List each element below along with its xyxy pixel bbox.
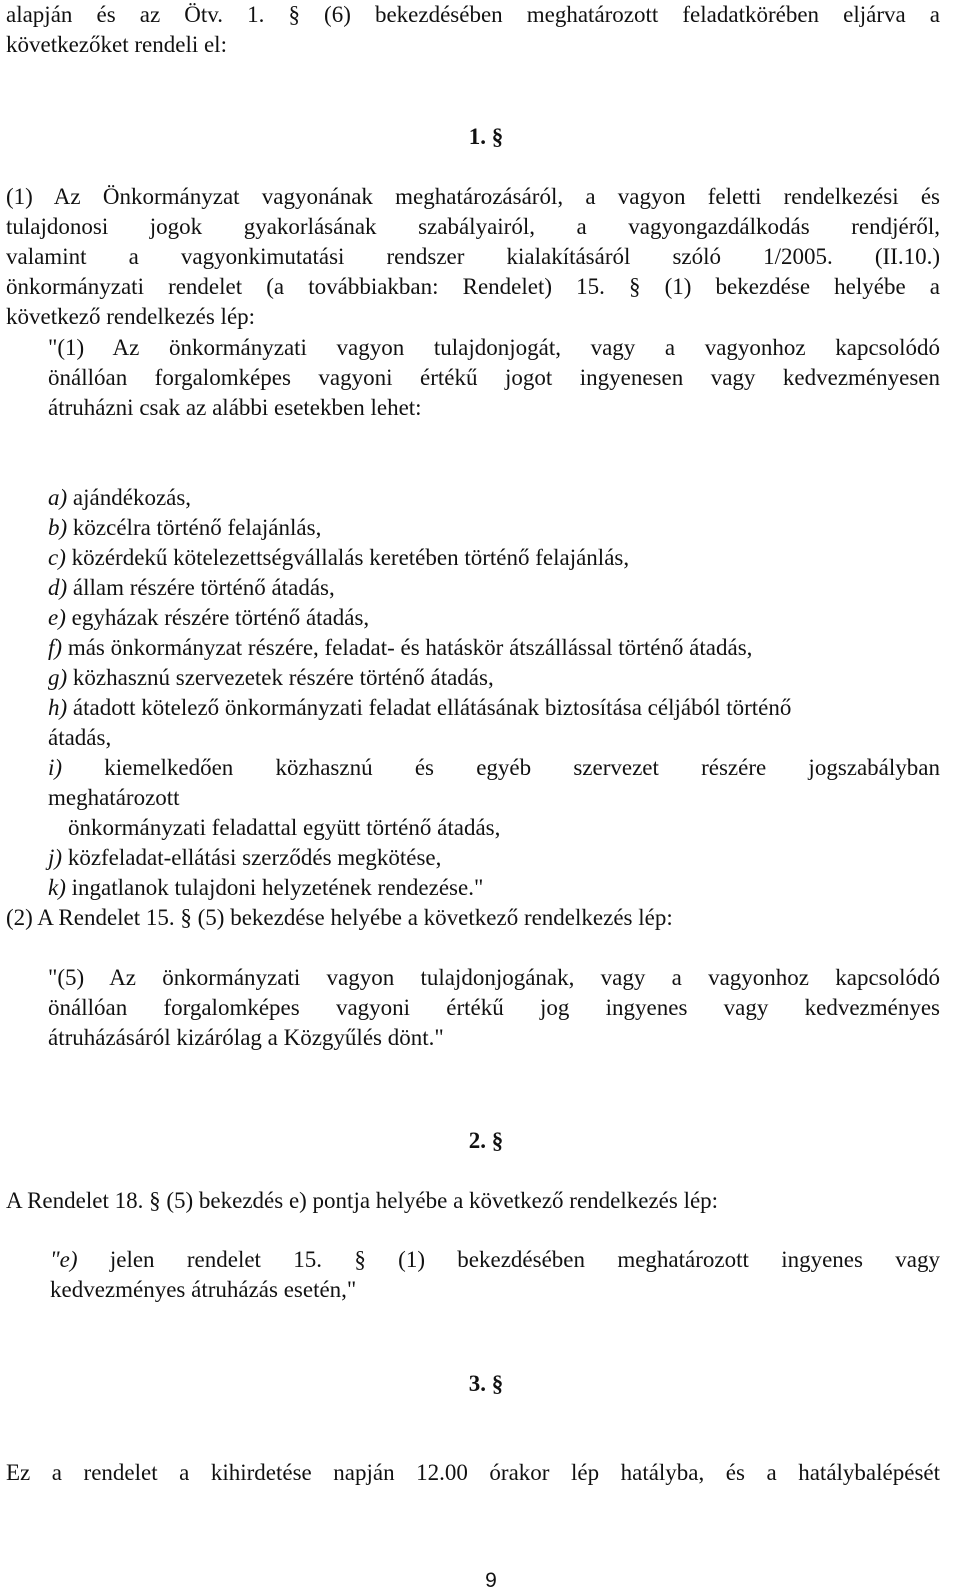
list-label: a) bbox=[48, 485, 68, 510]
quote-line: átruházni csak az alábbi esetekben lehet: bbox=[48, 395, 422, 420]
list-label: c) bbox=[48, 545, 66, 570]
list-label: f) bbox=[48, 635, 63, 660]
intro-line: alapján és az Ötv. 1. § (6) bekezdésében meghatározott feladatkörében eljárva a bbox=[6, 2, 940, 27]
quoted-provision-2 bbox=[48, 963, 940, 1053]
list-label: d) bbox=[48, 575, 68, 600]
section2-quote bbox=[50, 1245, 940, 1305]
list-label: j) bbox=[48, 845, 63, 870]
section1-paragraph-1 bbox=[6, 182, 940, 332]
list-item: j) közfeladat-ellátási szerződés megkötése, bbox=[48, 845, 442, 870]
paragraph-line: önkormányzati rendelet (a továbbiakban: Rendelet) 15. § (1) bekezdése helyébe a bbox=[6, 274, 940, 299]
quote-line: átruházásáról kizárólag a Közgyűlés dönt." bbox=[48, 1025, 444, 1050]
list-item: b) közcélra történő felajánlás, bbox=[48, 515, 322, 540]
quote-line: "(5) Az önkormányzati vagyon tulajdonjogának, vagy a vagyonhoz kapcsolódó bbox=[48, 965, 940, 990]
quote-line: "(1) Az önkormányzati vagyon tulajdonjogát, vagy a vagyonhoz kapcsolódó bbox=[48, 335, 940, 360]
list-item: e) egyházak részére történő átadás, bbox=[48, 605, 370, 630]
enumerated-list bbox=[48, 483, 940, 903]
list-item: k) ingatlanok tulajdoni helyzetének rendezése." bbox=[48, 875, 484, 900]
quote-label: "e) bbox=[50, 1247, 78, 1272]
list-item: h) átadott kötelező önkormányzati feladat ellátásának biztosítása céljából történő bbox=[48, 695, 792, 720]
paragraph-line: következő rendelkezés lép: bbox=[6, 304, 256, 329]
paragraph-line: Ez a rendelet a kihirdetése napján 12.00 órakor lép hatályba, és a hatálybalépését bbox=[6, 1460, 940, 1485]
list-item: g) közhasznú szervezetek részére történő átadás, bbox=[48, 665, 494, 690]
intro-line: következőket rendeli el: bbox=[6, 32, 227, 57]
list-item: i) kiemelkedően közhasznú és egyéb szervezet részére jogszabályban bbox=[48, 755, 940, 780]
list-label: k) bbox=[48, 875, 66, 900]
paragraph-line: valamint a vagyonkimutatási rendszer kialakításáról szóló 1/2005. (II.10.) bbox=[6, 244, 940, 269]
section-heading-1: 1. § bbox=[468, 124, 504, 149]
list-item: f) más önkormányzat részére, feladat- és hatáskör átszállással történő átadás, bbox=[48, 635, 753, 660]
list-item: a) ajándékozás, bbox=[48, 485, 192, 510]
list-label: b) bbox=[48, 515, 68, 540]
list-label: e) bbox=[48, 605, 66, 630]
list-item-continuation: meghatározott bbox=[48, 785, 180, 810]
quote-line: "e) jelen rendelet 15. § (1) bekezdésében meghatározott ingyenes vagy bbox=[50, 1247, 940, 1272]
paragraph-line: (1) Az Önkormányzat vagyonának meghatározásáról, a vagyon feletti rendelkezési és bbox=[6, 184, 940, 209]
section-heading-3: 3. § bbox=[468, 1371, 504, 1396]
list-label: g) bbox=[48, 665, 68, 690]
quote-line: önállóan forgalomképes vagyoni értékű jogot ingyenesen vagy kedvezményesen bbox=[48, 365, 940, 390]
quote-line: kedvezményes átruházás esetén," bbox=[50, 1277, 357, 1302]
list-item: c) közérdekű kötelezettségvállalás keretében történő felajánlás, bbox=[48, 545, 630, 570]
list-label: i) bbox=[48, 755, 63, 780]
section1-paragraph-2: (2) A Rendelet 15. § (5) bekezdése helyébe a következő rendelkezés lép: bbox=[6, 905, 673, 930]
quote-line: önállóan forgalomképes vagyoni értékű jog ingyenes vagy kedvezményes bbox=[48, 995, 940, 1020]
paragraph-line: tulajdonosi jogok gyakorlásának szabályairól, a vagyongazdálkodás rendjéről, bbox=[6, 214, 940, 239]
list-label: h) bbox=[48, 695, 68, 720]
section3-paragraph bbox=[6, 1458, 940, 1488]
list-item: d) állam részére történő átadás, bbox=[48, 575, 335, 600]
section2-paragraph: A Rendelet 18. § (5) bekezdés e) pontja helyébe a következő rendelkezés lép: bbox=[6, 1188, 719, 1213]
list-item-continuation: átadás, bbox=[48, 725, 112, 750]
list-item-continuation: önkormányzati feladattal együtt történő átadás, bbox=[68, 815, 501, 840]
section-heading-2: 2. § bbox=[468, 1128, 504, 1153]
intro-paragraph bbox=[6, 0, 940, 60]
page-number: 9 bbox=[485, 1569, 497, 1592]
quoted-provision-1 bbox=[48, 333, 940, 423]
